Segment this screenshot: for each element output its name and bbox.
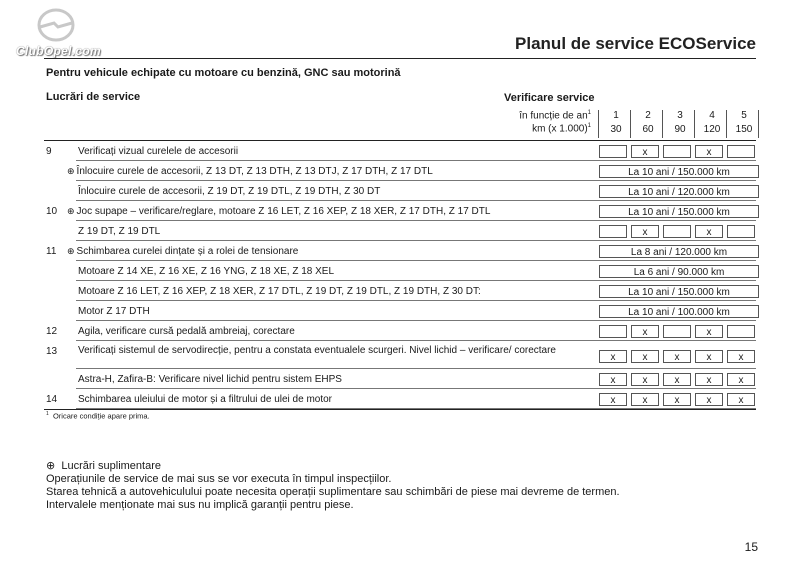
row-description: [78, 345, 598, 357]
row-number: 12: [46, 326, 58, 337]
row-number: 14: [46, 394, 58, 405]
interval-years: 1: [613, 110, 619, 121]
interval-mark-cell: x: [695, 145, 723, 158]
interval-mark-cell: x: [631, 145, 659, 158]
interval-mark-cell: [727, 225, 755, 238]
row-description: [67, 246, 298, 257]
interval-divider: [758, 110, 759, 138]
interval-mark-cell: x: [695, 350, 723, 363]
row-description-text: Schimbarea curelei dințate și a rolei de tensionare: [76, 246, 299, 257]
interval-mark-cell: x: [631, 393, 659, 406]
interval-mark-cell: x: [631, 225, 659, 238]
table-row: [44, 342, 756, 369]
row-description: [78, 286, 481, 297]
interval-mark-cell: [599, 325, 627, 338]
additional-works-notes: [46, 460, 620, 512]
interval-mark-cell: [663, 145, 691, 158]
table-row: [44, 322, 756, 341]
interval-mark-cell: x: [663, 373, 691, 386]
table-row: [44, 162, 756, 181]
interval-divider: [694, 110, 695, 138]
row-divider: [76, 180, 756, 181]
interval-divider: [726, 110, 727, 138]
interval-years: 4: [709, 110, 715, 121]
row-divider: [76, 260, 756, 261]
table-row: [44, 370, 756, 389]
interval-span-cell: La 10 ani / 150.000 km: [599, 285, 759, 298]
table-row: [44, 202, 756, 221]
footnote: $^1$ Oricare condiție apare prima.: [46, 411, 150, 421]
club-opel-logo: [12, 8, 112, 64]
row-description: [78, 146, 238, 157]
row-description-text: Înlocuire curele de accesorii, Z 13 DT, Z 13 DTH, Z 13 DTJ, Z 17 DTH, Z 17 DTL: [76, 166, 433, 177]
row-divider: [76, 300, 756, 301]
row-description-text: Motor Z 17 DTH: [78, 306, 150, 317]
interval-mark-cell: x: [631, 325, 659, 338]
interval-mark-cell: x: [695, 373, 723, 386]
row-number: 10: [46, 206, 58, 217]
row-number: 11: [46, 246, 57, 257]
title-divider: [44, 58, 756, 59]
table-row: [44, 182, 756, 201]
interval-span-cell: La 10 ani / 100.000 km: [599, 305, 759, 318]
plus-circle-icon: ⊕: [67, 246, 75, 256]
interval-mark-cell: x: [631, 350, 659, 363]
interval-mark-cell: [663, 325, 691, 338]
opel-logo-icon: [34, 8, 78, 44]
interval-km: 150: [735, 124, 753, 135]
interval-mark-cell: x: [663, 350, 691, 363]
row-number: 9: [46, 146, 52, 157]
row-divider: [76, 340, 756, 341]
interval-years: 3: [677, 110, 683, 121]
row-divider: [76, 368, 756, 369]
interval-span-cell: La 10 ani / 120.000 km: [599, 185, 759, 198]
row-description-text: Motoare Z 14 XE, Z 16 XE, Z 16 YNG, Z 18 XE, Z 18 XEL: [78, 266, 335, 277]
row-description-text: Schimbarea uleiului de motor și a filtrului de ulei de motor: [78, 394, 333, 405]
row-description: [78, 374, 342, 385]
page-subtitle: Pentru vehicule echipate cu motoare cu benzină, GNC sau motorină: [46, 67, 401, 79]
row-divider: [76, 200, 756, 201]
interval-span-cell: La 8 ani / 120.000 km: [599, 245, 759, 258]
row-description: [78, 326, 295, 337]
row-description: [78, 394, 332, 405]
notes-line: Intervalele menționate mai sus nu implică garanții pentru piese.: [46, 499, 354, 511]
interval-mark-cell: [727, 325, 755, 338]
row-description-text: Joc supape – verificare/reglare, motoare Z 16 LET, Z 16 XEP, Z 18 XER, Z 17 DTH, Z 17 DTL: [76, 206, 491, 217]
row-description-text: Z 19 DT, Z 19 DTL: [78, 226, 161, 237]
row-divider: [76, 280, 756, 281]
page-title: Planul de service ECOService: [515, 34, 756, 53]
row-description-text: Verificați sistemul de servodirecție, pentru a constata eventualele scurgeri. Nivel lichid – verificare/ corectare: [78, 345, 556, 356]
interval-mark-cell: x: [695, 325, 723, 338]
interval-mark-cell: x: [599, 373, 627, 386]
interval-mark-cell: [727, 145, 755, 158]
table-row: [44, 242, 756, 261]
verification-column-label: Verificare service: [504, 92, 595, 104]
row-description: [78, 266, 334, 277]
works-column-label: Lucrări de service: [46, 91, 141, 103]
interval-divider: [598, 110, 599, 138]
table-row: [44, 282, 756, 301]
interval-mark-cell: x: [727, 350, 755, 363]
interval-mark-cell: x: [695, 225, 723, 238]
interval-mark-cell: [599, 225, 627, 238]
notes-line: Operațiunile de service de mai sus se vor executa în timpul inspecțiilor.: [46, 473, 392, 485]
interval-km: 90: [674, 124, 686, 135]
page-number: 15: [744, 540, 758, 554]
interval-mark-cell: x: [727, 393, 755, 406]
interval-mark-cell: x: [663, 393, 691, 406]
row-description-text: Verificați vizual curelele de accesorii: [78, 146, 239, 157]
interval-km: 30: [610, 124, 622, 135]
interval-mark-cell: x: [727, 373, 755, 386]
table-row: [44, 390, 756, 409]
row-description-text: Agila, verificare cursă pedală ambreiaj, corectare: [78, 326, 295, 337]
row-description-text: Motoare Z 16 LET, Z 16 XEP, Z 18 XER, Z 17 DTL, Z 19 DT, Z 19 DTL, Z 19 DTH, Z 30 DT:: [78, 286, 481, 297]
row-description: [78, 306, 150, 317]
interval-mark-cell: x: [631, 373, 659, 386]
row-description: [78, 226, 160, 237]
row-divider: [76, 320, 756, 321]
row-divider: [76, 220, 756, 221]
interval-mark-cell: x: [695, 393, 723, 406]
interval-km: 120: [703, 124, 721, 135]
interval-mark-cell: [663, 225, 691, 238]
interval-divider: [662, 110, 663, 138]
table-row: [44, 262, 756, 281]
interval-divider: [630, 110, 631, 138]
interval-mark-cell: x: [599, 393, 627, 406]
interval-mark-cell: x: [599, 350, 627, 363]
criteria-km-label: km (x 1.000)$^1$: [532, 123, 591, 135]
row-description: [67, 206, 490, 217]
interval-mark-cell: [599, 145, 627, 158]
plus-circle-icon: ⊕: [46, 460, 56, 472]
row-description: [78, 186, 380, 197]
interval-span-cell: La 10 ani / 150.000 km: [599, 205, 759, 218]
plus-circle-icon: ⊕: [67, 206, 75, 216]
row-description: [67, 166, 433, 177]
notes-line: Starea tehnică a autovehiculului poate necesita operații suplimentare sau schimbări de piese mai devreme de termen.: [46, 486, 620, 498]
plus-circle-icon: ⊕: [67, 166, 75, 176]
row-number: 13: [46, 346, 58, 357]
row-description-text: Înlocuire curele de accesorii, Z 19 DT, Z 19 DTL, Z 19 DTH, Z 30 DT: [78, 186, 381, 197]
notes-title: ⊕ Lucrări suplimentare: [46, 460, 161, 472]
interval-years: 2: [645, 110, 651, 121]
row-description-text: Astra-H, Zafira-B: Verificare nivel lichid pentru sistem EHPS: [78, 374, 342, 385]
row-divider: [76, 388, 756, 389]
table-row: [44, 302, 756, 321]
row-divider: [76, 240, 756, 241]
interval-km: 60: [642, 124, 654, 135]
table-bottom-divider: [44, 409, 756, 410]
table-row: [44, 142, 756, 161]
interval-span-cell: La 10 ani / 150.000 km: [599, 165, 759, 178]
row-divider: [76, 160, 756, 161]
table-row: [44, 222, 756, 241]
interval-span-cell: La 6 ani / 90.000 km: [599, 265, 759, 278]
logo-text: ClubOpel.com: [16, 44, 101, 58]
interval-years: 5: [741, 110, 747, 121]
header-divider: [44, 140, 756, 141]
criteria-time-label: în funcție de $an^1$: [519, 110, 591, 122]
